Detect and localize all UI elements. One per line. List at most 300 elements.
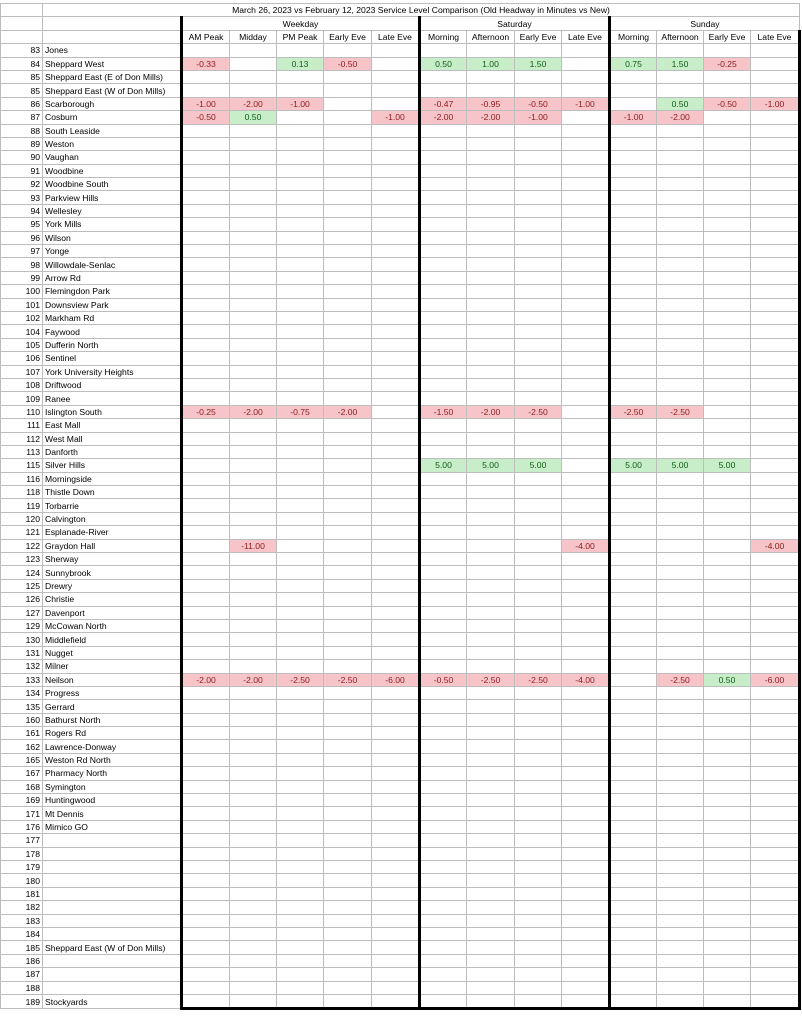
- route-name: Yonge: [43, 245, 182, 258]
- table-row: [1, 834, 800, 847]
- headway-change-cell: [372, 231, 420, 244]
- headway-change-cell: [372, 298, 420, 311]
- table-row: [1, 111, 800, 124]
- headway-change-cell: [467, 84, 515, 97]
- headway-change-cell: [277, 566, 324, 579]
- headway-change-cell: [562, 378, 610, 391]
- headway-change-cell: [372, 84, 420, 97]
- headway-change-cell: [324, 164, 372, 177]
- route-name: Graydon Hall: [43, 539, 182, 552]
- headway-change-cell: [230, 619, 277, 632]
- headway-change-cell: [277, 325, 324, 338]
- headway-change-cell: [704, 432, 751, 445]
- headway-change-cell: [230, 204, 277, 217]
- headway-change-cell: [277, 874, 324, 887]
- headway-change-cell: -0.25: [182, 405, 230, 418]
- route-number: 93: [1, 191, 43, 204]
- table-row: [1, 178, 800, 191]
- headway-change-cell: [420, 325, 467, 338]
- col-saturday-morning: Morning: [420, 30, 467, 43]
- headway-change-cell: [515, 619, 562, 632]
- headway-change-cell: [420, 660, 467, 673]
- headway-change-cell: [230, 512, 277, 525]
- headway-change-cell: [515, 753, 562, 766]
- headway-change-cell: [372, 686, 420, 699]
- route-number: 90: [1, 151, 43, 164]
- headway-change-cell: [704, 994, 751, 1008]
- route-name: Sheppard East (E of Don Mills): [43, 70, 182, 83]
- headway-change-cell: [610, 927, 657, 940]
- route-number: 179: [1, 861, 43, 874]
- headway-change-cell: [277, 927, 324, 940]
- headway-change-cell: [324, 512, 372, 525]
- headway-change-cell: [182, 231, 230, 244]
- headway-change-cell: [562, 633, 610, 646]
- header-blank: [1, 17, 43, 30]
- headway-change-cell: [277, 887, 324, 900]
- headway-change-cell: [277, 285, 324, 298]
- headway-change-cell: [324, 914, 372, 927]
- table-row: [1, 553, 800, 566]
- headway-change-cell: [562, 901, 610, 914]
- headway-change-cell: [230, 178, 277, 191]
- table-row: [1, 753, 800, 766]
- headway-change-cell: [467, 245, 515, 258]
- route-name: Lawrence-Donway: [43, 740, 182, 753]
- headway-change-cell: [562, 218, 610, 231]
- headway-change-cell: [515, 352, 562, 365]
- headway-change-cell: [467, 566, 515, 579]
- headway-change-cell: -1.00: [277, 97, 324, 110]
- headway-change-cell: [562, 258, 610, 271]
- table-row: [1, 686, 800, 699]
- headway-change-cell: [704, 981, 751, 994]
- col-saturday-early-eve: Early Eve: [515, 30, 562, 43]
- headway-change-cell: [372, 794, 420, 807]
- headway-change-cell: [657, 566, 704, 579]
- headway-change-cell: [420, 352, 467, 365]
- headway-change-cell: [467, 579, 515, 592]
- headway-change-cell: [467, 526, 515, 539]
- headway-change-cell: [230, 633, 277, 646]
- route-number: 95: [1, 218, 43, 231]
- headway-change-cell: [657, 539, 704, 552]
- headway-change-cell: [372, 378, 420, 391]
- headway-change-cell: [420, 914, 467, 927]
- headway-change-cell: [182, 968, 230, 981]
- headway-change-cell: [420, 901, 467, 914]
- headway-change-cell: [324, 432, 372, 445]
- headway-change-cell: [515, 539, 562, 552]
- headway-change-cell: [324, 231, 372, 244]
- headway-change-cell: [182, 660, 230, 673]
- route-number: 176: [1, 820, 43, 833]
- headway-change-cell: [704, 713, 751, 726]
- headway-change-cell: [277, 941, 324, 954]
- route-name: Progress: [43, 686, 182, 699]
- headway-change-cell: [230, 137, 277, 150]
- route-number: 115: [1, 459, 43, 472]
- headway-change-cell: [610, 271, 657, 284]
- headway-change-cell: [515, 325, 562, 338]
- headway-change-cell: [515, 285, 562, 298]
- headway-change-cell: [610, 512, 657, 525]
- headway-change-cell: [657, 271, 704, 284]
- headway-change-cell: [704, 338, 751, 351]
- headway-change-cell: [515, 204, 562, 217]
- headway-change-cell: [467, 352, 515, 365]
- headway-change-cell: [704, 954, 751, 967]
- headway-change-cell: [610, 700, 657, 713]
- headway-change-cell: [420, 994, 467, 1008]
- table-row: [1, 44, 800, 57]
- headway-change-cell: -2.50: [657, 673, 704, 686]
- headway-change-cell: [372, 405, 420, 418]
- col-saturday-late-eve: Late Eve: [562, 30, 610, 43]
- headway-change-cell: [420, 338, 467, 351]
- headway-change-cell: [515, 392, 562, 405]
- route-name: [43, 981, 182, 994]
- table-row: [1, 887, 800, 900]
- headway-change-cell: [324, 271, 372, 284]
- headway-change-cell: [420, 927, 467, 940]
- col-sunday-late-eve: Late Eve: [751, 30, 800, 43]
- headway-change-cell: [467, 619, 515, 632]
- headway-change-cell: [467, 164, 515, 177]
- headway-change-cell: [324, 499, 372, 512]
- headway-change-cell: [277, 619, 324, 632]
- table-row: [1, 405, 800, 418]
- col-weekday-early-eve: Early Eve: [324, 30, 372, 43]
- headway-change-cell: [562, 887, 610, 900]
- headway-change-cell: [515, 218, 562, 231]
- headway-change-cell: [230, 459, 277, 472]
- headway-change-cell: [704, 231, 751, 244]
- headway-change-cell: [182, 834, 230, 847]
- headway-change-cell: [420, 271, 467, 284]
- headway-change-cell: [562, 968, 610, 981]
- headway-change-cell: [372, 579, 420, 592]
- route-name: Cosburn: [43, 111, 182, 124]
- headway-change-cell: [324, 606, 372, 619]
- header-blank: [1, 30, 43, 43]
- headway-change-cell: [610, 566, 657, 579]
- headway-change-cell: [515, 445, 562, 458]
- table-row: [1, 713, 800, 726]
- col-sunday-early-eve: Early Eve: [704, 30, 751, 43]
- table-row: [1, 660, 800, 673]
- table-row: [1, 633, 800, 646]
- headway-change-cell: [610, 97, 657, 110]
- headway-change-cell: -1.00: [182, 97, 230, 110]
- headway-change-cell: [610, 486, 657, 499]
- headway-change-cell: [657, 968, 704, 981]
- headway-change-cell: [610, 472, 657, 485]
- headway-change-cell: [420, 218, 467, 231]
- headway-change-cell: [182, 218, 230, 231]
- headway-change-cell: [277, 593, 324, 606]
- headway-change-cell: -0.50: [420, 673, 467, 686]
- headway-change-cell: [372, 847, 420, 860]
- table-row: [1, 874, 800, 887]
- headway-change-cell: [657, 686, 704, 699]
- table-row: [1, 499, 800, 512]
- headway-change-cell: [467, 553, 515, 566]
- headway-change-cell: [751, 927, 800, 940]
- table-row: [1, 392, 800, 405]
- headway-change-cell: [372, 57, 420, 70]
- headway-change-cell: -0.33: [182, 57, 230, 70]
- headway-change-cell: 5.00: [657, 459, 704, 472]
- headway-change-cell: [562, 191, 610, 204]
- headway-change-cell: [324, 285, 372, 298]
- headway-change-cell: [562, 700, 610, 713]
- headway-change-cell: [562, 137, 610, 150]
- headway-change-cell: [420, 727, 467, 740]
- headway-change-cell: [704, 258, 751, 271]
- headway-change-cell: [277, 445, 324, 458]
- headway-change-cell: [277, 526, 324, 539]
- headway-change-cell: [277, 633, 324, 646]
- headway-change-cell: [467, 499, 515, 512]
- headway-change-cell: [610, 740, 657, 753]
- headway-change-cell: [562, 111, 610, 124]
- headway-change-cell: [467, 231, 515, 244]
- table-row: [1, 927, 800, 940]
- headway-change-cell: [277, 740, 324, 753]
- headway-change-cell: [704, 218, 751, 231]
- headway-change-cell: [467, 325, 515, 338]
- headway-change-cell: [562, 660, 610, 673]
- route-number: 122: [1, 539, 43, 552]
- headway-change-cell: [704, 178, 751, 191]
- route-name: Gerrard: [43, 700, 182, 713]
- headway-change-cell: -2.50: [324, 673, 372, 686]
- table-row: [1, 124, 800, 137]
- route-name: Flemingdon Park: [43, 285, 182, 298]
- headway-change-cell: [751, 486, 800, 499]
- headway-change-cell: [751, 566, 800, 579]
- headway-change-cell: [562, 807, 610, 820]
- table-row: [1, 539, 800, 552]
- headway-change-cell: [230, 740, 277, 753]
- headway-change-cell: [751, 914, 800, 927]
- route-name: Esplanade-River: [43, 526, 182, 539]
- headway-change-cell: [657, 191, 704, 204]
- col-saturday-afternoon: Afternoon: [467, 30, 515, 43]
- headway-change-cell: [324, 994, 372, 1008]
- route-number: 134: [1, 686, 43, 699]
- headway-change-cell: [230, 526, 277, 539]
- headway-change-cell: [515, 137, 562, 150]
- headway-change-cell: [324, 566, 372, 579]
- route-number: 97: [1, 245, 43, 258]
- headway-change-cell: [277, 914, 324, 927]
- headway-change-cell: [182, 941, 230, 954]
- headway-change-cell: [467, 271, 515, 284]
- headway-change-cell: [467, 954, 515, 967]
- headway-change-cell: [657, 606, 704, 619]
- headway-change-cell: [230, 218, 277, 231]
- headway-change-cell: [324, 646, 372, 659]
- headway-change-cell: [277, 70, 324, 83]
- route-name: Weston Rd North: [43, 753, 182, 766]
- headway-change-cell: [704, 767, 751, 780]
- headway-change-cell: [704, 512, 751, 525]
- headway-change-cell: [467, 780, 515, 793]
- route-number: 109: [1, 392, 43, 405]
- headway-change-cell: [324, 981, 372, 994]
- headway-change-cell: [751, 767, 800, 780]
- route-name: Woodbine South: [43, 178, 182, 191]
- headway-change-cell: [420, 419, 467, 432]
- headway-change-cell: [372, 512, 420, 525]
- table-row: [1, 901, 800, 914]
- headway-change-cell: [420, 606, 467, 619]
- route-name: [43, 954, 182, 967]
- headway-change-cell: [277, 807, 324, 820]
- headway-change-cell: [610, 338, 657, 351]
- headway-change-cell: [372, 392, 420, 405]
- headway-change-cell: [751, 660, 800, 673]
- headway-change-cell: [182, 753, 230, 766]
- headway-change-cell: [751, 419, 800, 432]
- headway-change-cell: [751, 553, 800, 566]
- headway-change-cell: [610, 124, 657, 137]
- headway-change-cell: [372, 44, 420, 57]
- headway-change-cell: [467, 378, 515, 391]
- route-number: 120: [1, 512, 43, 525]
- headway-change-cell: [657, 325, 704, 338]
- headway-change-cell: [657, 633, 704, 646]
- headway-change-cell: [230, 231, 277, 244]
- headway-change-cell: [230, 151, 277, 164]
- headway-change-cell: [182, 352, 230, 365]
- table-row: [1, 807, 800, 820]
- headway-change-cell: [467, 191, 515, 204]
- headway-change-cell: [277, 512, 324, 525]
- table-row: [1, 97, 800, 110]
- headway-change-cell: [324, 218, 372, 231]
- headway-change-cell: [751, 646, 800, 659]
- headway-change-cell: [657, 981, 704, 994]
- headway-change-cell: [467, 432, 515, 445]
- headway-change-cell: [372, 740, 420, 753]
- headway-change-cell: [751, 432, 800, 445]
- headway-change-cell: [751, 861, 800, 874]
- headway-change-cell: [610, 619, 657, 632]
- headway-change-cell: [182, 459, 230, 472]
- headway-change-cell: [515, 231, 562, 244]
- headway-change-cell: -2.50: [277, 673, 324, 686]
- headway-change-cell: [610, 245, 657, 258]
- route-name: Stockyards: [43, 994, 182, 1008]
- headway-change-cell: [704, 593, 751, 606]
- headway-change-cell: [230, 365, 277, 378]
- headway-change-cell: [182, 700, 230, 713]
- headway-change-cell: [704, 499, 751, 512]
- headway-change-cell: [277, 660, 324, 673]
- headway-change-cell: [562, 245, 610, 258]
- headway-change-cell: [704, 968, 751, 981]
- headway-change-cell: [515, 861, 562, 874]
- header-blank: [43, 30, 182, 43]
- headway-change-cell: [277, 713, 324, 726]
- route-name: Nugget: [43, 646, 182, 659]
- headway-change-cell: [751, 57, 800, 70]
- route-number: 100: [1, 285, 43, 298]
- headway-change-cell: [610, 686, 657, 699]
- table-row: [1, 191, 800, 204]
- headway-change-cell: [372, 218, 420, 231]
- headway-change-cell: [182, 526, 230, 539]
- headway-change-cell: [704, 365, 751, 378]
- headway-change-cell: [230, 660, 277, 673]
- headway-change-cell: [420, 593, 467, 606]
- headway-change-cell: [704, 660, 751, 673]
- headway-change-cell: -2.00: [230, 97, 277, 110]
- headway-change-cell: [372, 633, 420, 646]
- headway-change-cell: [277, 901, 324, 914]
- table-row: [1, 861, 800, 874]
- route-number: 116: [1, 472, 43, 485]
- headway-change-cell: [751, 245, 800, 258]
- table-row: [1, 245, 800, 258]
- headway-change-cell: [562, 57, 610, 70]
- headway-change-cell: [182, 432, 230, 445]
- route-name: West Mall: [43, 432, 182, 445]
- headway-change-cell: [467, 633, 515, 646]
- headway-change-cell: [610, 767, 657, 780]
- headway-change-cell: [657, 432, 704, 445]
- headway-change-cell: [562, 499, 610, 512]
- headway-change-cell: [230, 566, 277, 579]
- headway-change-cell: [230, 914, 277, 927]
- headway-change-cell: [515, 927, 562, 940]
- table-row: [1, 419, 800, 432]
- table-row: [1, 619, 800, 632]
- table-row: [1, 646, 800, 659]
- headway-change-cell: [420, 713, 467, 726]
- headway-change-cell: [230, 646, 277, 659]
- table-row: [1, 954, 800, 967]
- headway-change-cell: [657, 512, 704, 525]
- headway-change-cell: [467, 874, 515, 887]
- route-name: [43, 901, 182, 914]
- route-name: [43, 887, 182, 900]
- route-number: 87: [1, 111, 43, 124]
- headway-change-cell: [467, 512, 515, 525]
- table-row: [1, 285, 800, 298]
- headway-change-cell: [657, 847, 704, 860]
- headway-change-cell: [182, 633, 230, 646]
- headway-change-cell: [467, 204, 515, 217]
- headway-change-cell: [751, 981, 800, 994]
- headway-change-cell: [277, 298, 324, 311]
- headway-change-cell: [420, 258, 467, 271]
- group-weekday: Weekday: [182, 17, 420, 30]
- headway-change-cell: [751, 258, 800, 271]
- headway-change-cell: [751, 285, 800, 298]
- headway-change-cell: [420, 847, 467, 860]
- headway-change-cell: [324, 539, 372, 552]
- headway-change-cell: [751, 338, 800, 351]
- headway-change-cell: [467, 834, 515, 847]
- headway-change-cell: [372, 660, 420, 673]
- headway-change-cell: [657, 901, 704, 914]
- headway-change-cell: [657, 285, 704, 298]
- headway-change-cell: [515, 298, 562, 311]
